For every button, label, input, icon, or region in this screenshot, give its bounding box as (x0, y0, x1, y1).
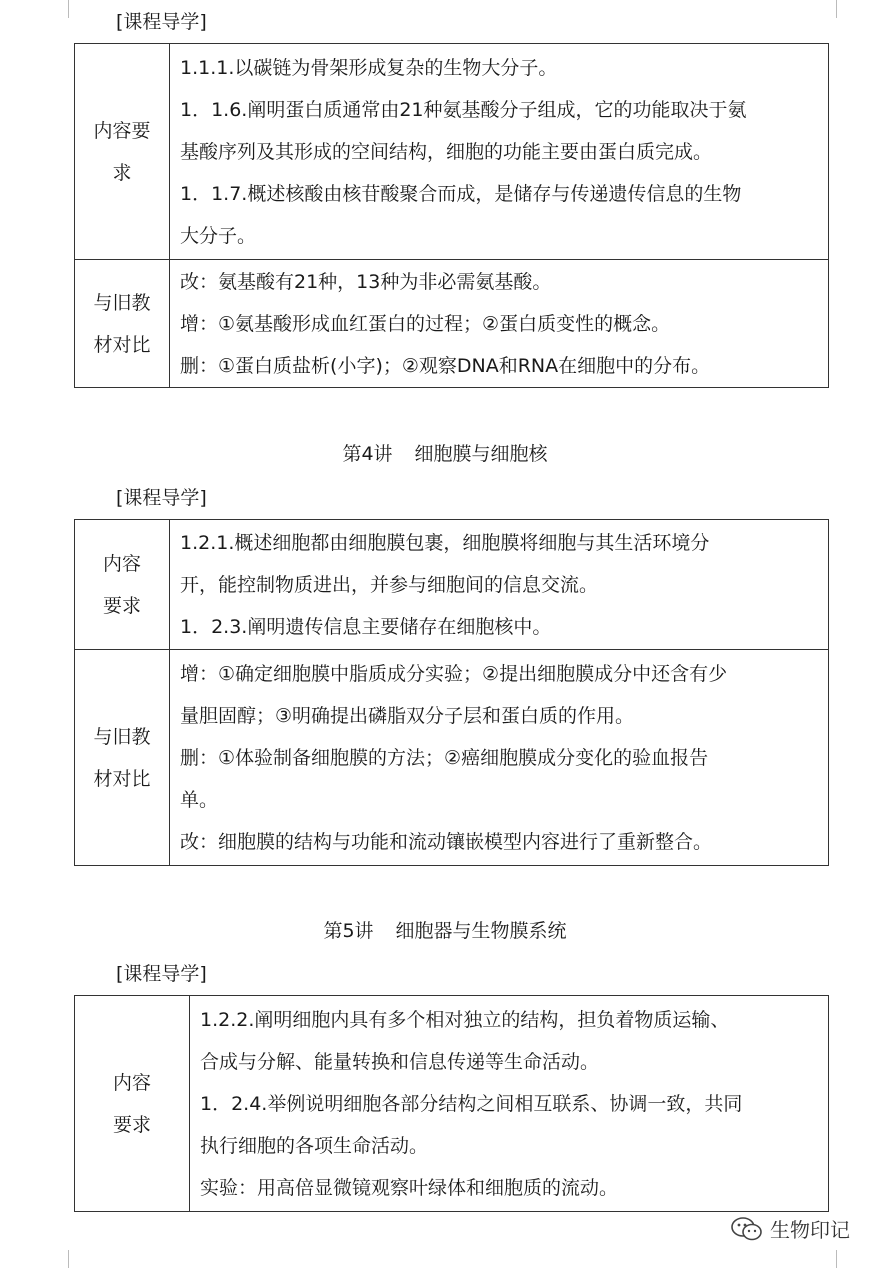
content-line: 1．1.6.阐明蛋白质通常由21种氨基酸分子组成，它的功能取决于氨 (180, 98, 747, 121)
page-corner-mark (836, 1250, 855, 1268)
content-line: 单。 (180, 788, 219, 811)
content-line: 量胆固醇；③明确提出磷脂双分子层和蛋白质的作用。 (180, 704, 635, 727)
content-line: 1．2.3.阐明遗传信息主要储存在细胞核中。 (180, 615, 552, 638)
requirements-table-1 (74, 43, 829, 388)
watermark (730, 1214, 850, 1243)
table-row (75, 996, 829, 1212)
content-line: 增：①确定细胞膜中脂质成分实验；②提出细胞膜成分中还含有少 (180, 662, 728, 685)
row-content-cell (170, 260, 829, 388)
table-row (75, 520, 829, 650)
lecture-name: 细胞器与生物膜系统 (395, 920, 567, 942)
content-line: 执行细胞的各项生命活动。 (200, 1134, 429, 1157)
content-line: 删：①蛋白质盐析(小字)；②观察DNA和RNA在细胞中的分布。 (180, 354, 711, 377)
watermark-text: 生物印记 (770, 1218, 850, 1242)
content-line: 合成与分解、能量转换和信息传递等生命活动。 (200, 1050, 600, 1073)
requirements-table-2 (74, 519, 829, 866)
content-line: 实验：用高倍显微镜观察叶绿体和细胞质的流动。 (200, 1176, 619, 1199)
row-content-cell (170, 520, 829, 650)
row-label: 内容要求 (112, 1071, 151, 1136)
row-label-cell (75, 650, 170, 866)
table-row (75, 44, 829, 260)
lecture-name: 细胞膜与细胞核 (414, 443, 548, 465)
content-line: 1．1.7.概述核酸由核苷酸聚合而成，是储存与传递遗传信息的生物 (180, 182, 742, 205)
page-corner-mark (50, 1250, 69, 1268)
row-label: 内容要求 (102, 552, 141, 617)
lecture-number: 第4讲 (342, 443, 393, 465)
row-label: 内容要求 (93, 119, 151, 184)
row-label-cell (75, 520, 170, 650)
content-line: 大分子。 (180, 224, 257, 247)
row-content-cell (190, 996, 829, 1212)
row-label: 与旧教材对比 (93, 291, 151, 356)
lecture-title-5 (0, 918, 890, 944)
guide-label-2: [课程导学] (116, 487, 207, 509)
content-line: 开，能控制物质进出，并参与细胞间的信息交流。 (180, 573, 599, 596)
content-line: 删：①体验制备细胞膜的方法；②癌细胞膜成分变化的验血报告 (180, 746, 709, 769)
content-line: 改：氨基酸有21种，13种为非必需氨基酸。 (180, 270, 552, 293)
page-corner-mark (836, 0, 855, 18)
table-row (75, 650, 829, 866)
content-line: 1.2.1.概述细胞都由细胞膜包裹，细胞膜将细胞与其生活环境分 (180, 531, 710, 554)
requirements-table-3 (74, 995, 829, 1212)
content-line: 1．2.4.举例说明细胞各部分结构之间相互联系、协调一致，共同 (200, 1092, 743, 1115)
lecture-number: 第5讲 (323, 920, 374, 942)
wechat-official-account-icon (730, 1216, 764, 1242)
guide-label-3: [课程导学] (116, 963, 207, 985)
content-line: 基酸序列及其形成的空间结构，细胞的功能主要由蛋白质完成。 (180, 140, 713, 163)
row-content-cell (170, 650, 829, 866)
row-label-cell (75, 44, 170, 260)
table-row (75, 260, 829, 388)
guide-label-1: [课程导学] (116, 11, 207, 33)
lecture-title-4 (0, 441, 890, 467)
content-line: 改：细胞膜的结构与功能和流动镶嵌模型内容进行了重新整合。 (180, 830, 713, 853)
content-line: 增：①氨基酸形成血红蛋白的过程；②蛋白质变性的概念。 (180, 312, 671, 335)
row-label-cell (75, 996, 190, 1212)
content-line: 1.2.2.阐明细胞内具有多个相对独立的结构，担负着物质运输、 (200, 1008, 730, 1031)
row-label-cell (75, 260, 170, 388)
page-corner-mark (50, 0, 69, 18)
row-content-cell (170, 44, 829, 260)
content-line: 1.1.1.以碳链为骨架形成复杂的生物大分子。 (180, 56, 558, 79)
row-label: 与旧教材对比 (93, 725, 151, 790)
